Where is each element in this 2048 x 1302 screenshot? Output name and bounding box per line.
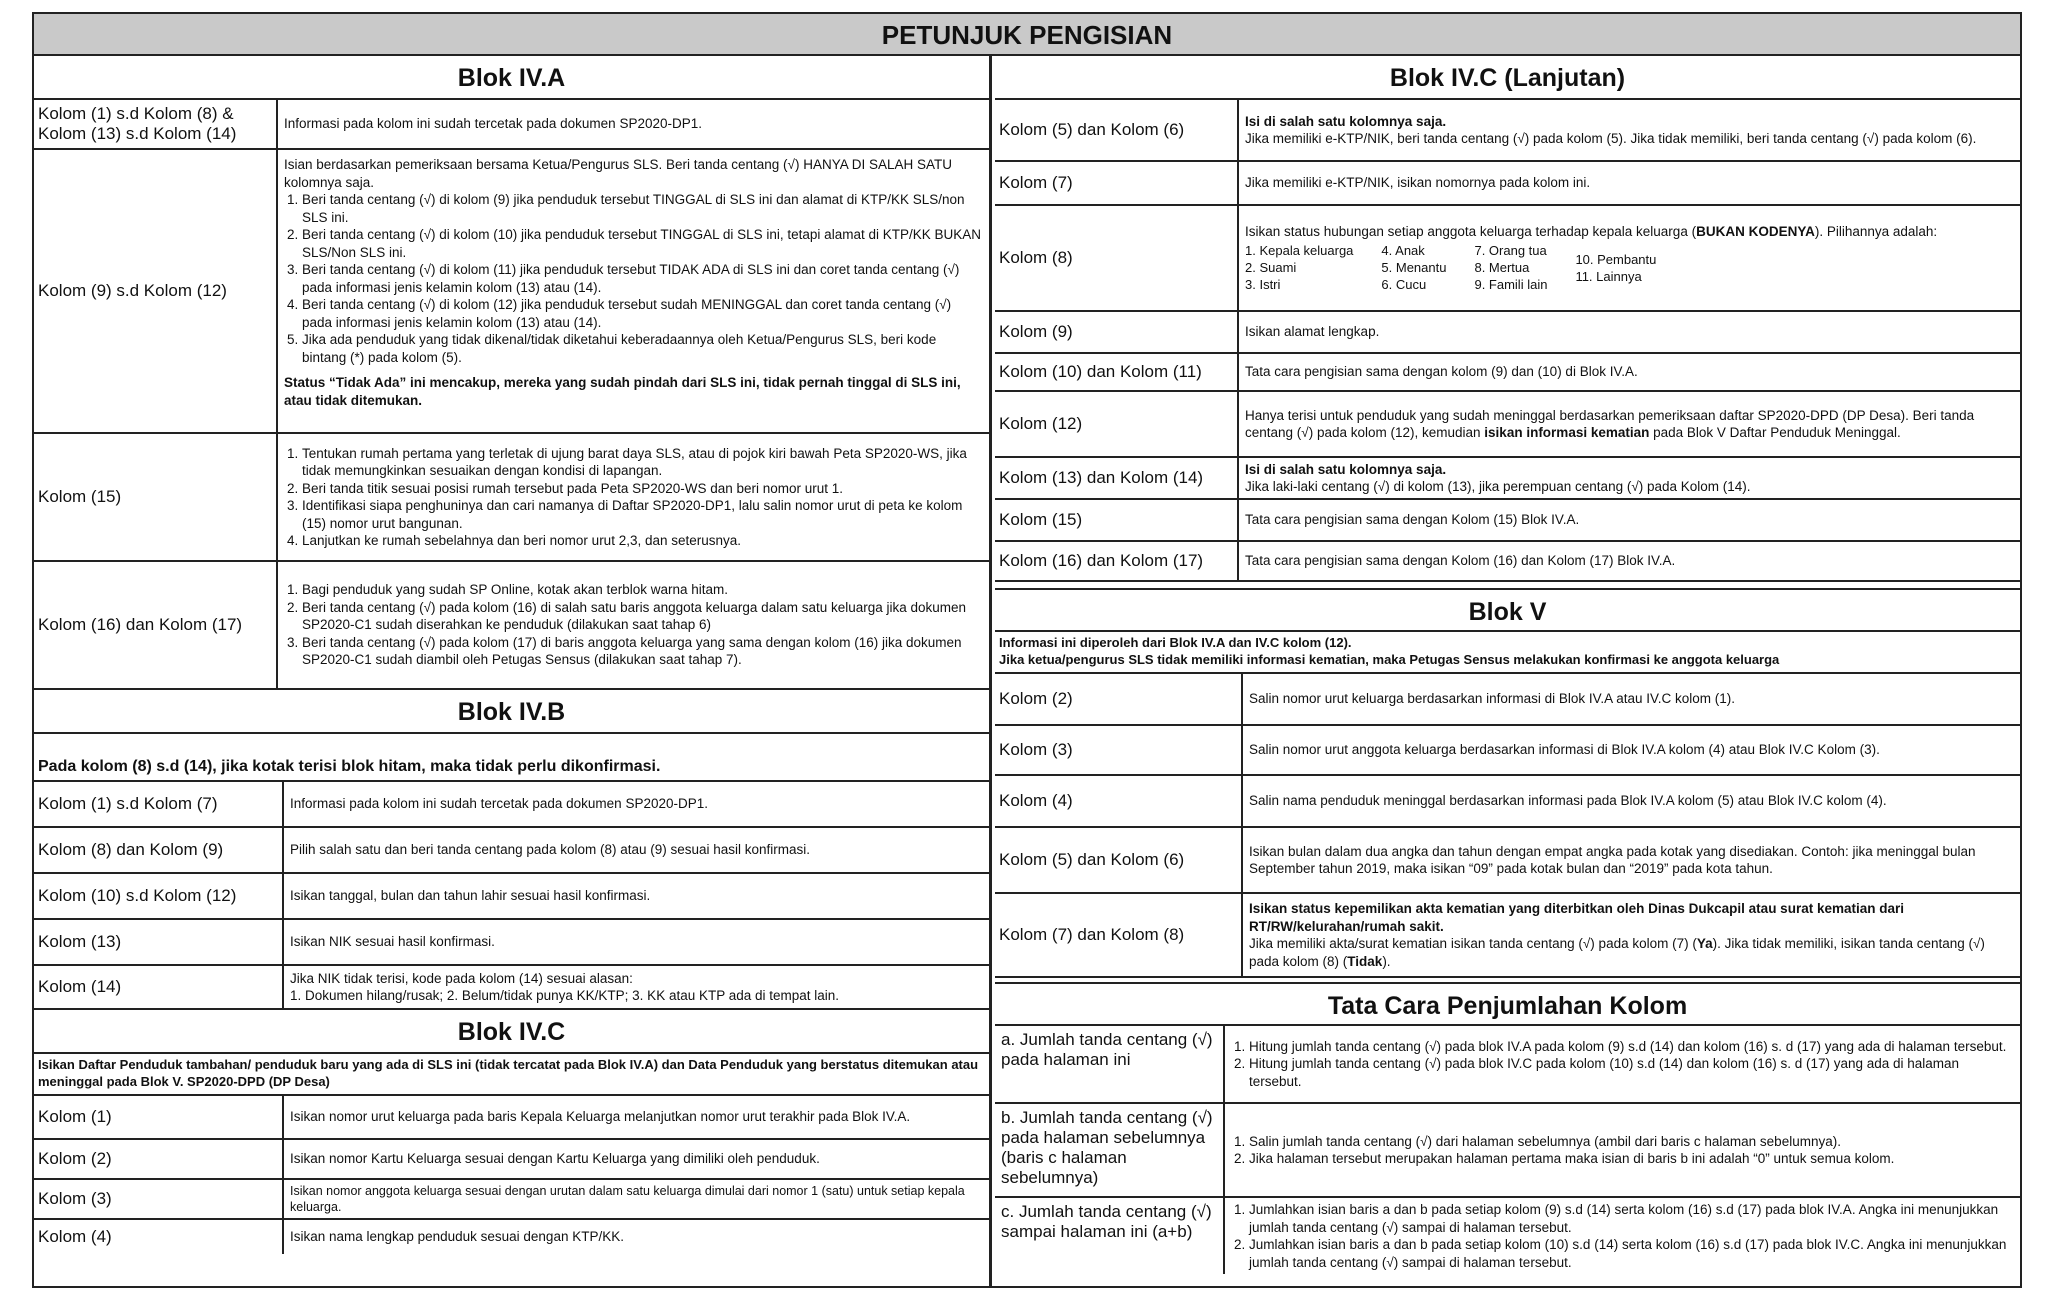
- table-row: [995, 726, 2020, 776]
- table-row: [995, 1026, 2020, 1104]
- row-desc: Tata cara pengisian sama dengan Kolom (15) Blok IV.A.: [1245, 512, 1580, 528]
- list-item: 4. Lanjutkan ke rumah sebelahnya dan beri nomor urut 2,3, dan seterusnya.: [302, 532, 983, 550]
- table-row: [34, 434, 989, 562]
- list-item: 5. Jika ada penduduk yang tidak dikenal/tidak diketahui keberadaannya oleh Ketua/Pengurus SLS, beri kode bintang (*) pada kolom (5).: [302, 331, 983, 366]
- list-item: 3. Identifikasi siapa penghuninya dan cari namanya di Daftar SP2020-DP1, lalu salin nomor urut di peta ke kolom (15) nomor urut bangunan.: [302, 497, 983, 532]
- row-label: Kolom (16) dan Kolom (17): [34, 562, 278, 688]
- code-item: 7. Orang tua: [1474, 243, 1547, 259]
- instruction-sheet: [32, 12, 2022, 1288]
- blok-ivc-note: Isikan Daftar Penduduk tambahan/ penduduk baru yang ada di SLS ini (tidak tercatat pada Blok IV.A) dan Data Penduduk yang berstatus ditemukan atau meninggal pada Blok V. SP2020-DPD (DP Desa): [34, 1054, 989, 1096]
- code-item: 2. Suami: [1245, 260, 1297, 276]
- row-label: a. Jumlah tanda centang (√) pada halaman ini: [995, 1026, 1225, 1102]
- list-item: 2. Jika halaman tersebut merupakan halaman pertama maka isian di baris b ini adalah “0” untuk semua kolom.: [1249, 1150, 2014, 1168]
- list-item: 1. Bagi penduduk yang sudah SP Online, kotak akan terblok warna hitam.: [302, 581, 983, 599]
- list-item: 1. Jumlahkan isian baris a dan b pada setiap kolom (9) s.d (14) serta kolom (16) s.d (17) pada blok IV.A. Angka ini menunjukkan jumlah tanda centang (√) sampai di halaman tersebut.: [1249, 1201, 2014, 1236]
- list-item: 1. Hitung jumlah tanda centang (√) pada blok IV.A pada kolom (9) s.d (14) dan kolom (16) s. d (17) yang ada di halaman tersebut.: [1249, 1038, 2014, 1056]
- row-label: Kolom (13): [34, 920, 284, 964]
- table-row: [34, 100, 989, 150]
- row-desc: Isikan nama lengkap penduduk sesuai dengan KTP/KK.: [290, 1229, 624, 1245]
- row-label: Kolom (12): [995, 392, 1239, 456]
- table-row: [995, 392, 2020, 458]
- table-row: [34, 562, 989, 690]
- table-row: [995, 894, 2020, 978]
- blok-ivb-title: Blok IV.B: [34, 690, 989, 734]
- code-item: 10. Pembantu: [1575, 251, 1657, 267]
- row-desc: Isi di salah satu kolomnya saja. Jika laki-laki centang (√) di kolom (13), jika perempuan centang (√) pada Kolom (14).: [1245, 461, 1751, 494]
- row-label: Kolom (10) s.d Kolom (12): [34, 874, 284, 918]
- table-row: [995, 312, 2020, 354]
- row-label: Kolom (4): [995, 776, 1243, 826]
- blok-v-note: Informasi ini diperoleh dari Blok IV.A dan IV.C kolom (12). Jika ketua/pengurus SLS tidak memiliki informasi kematian, maka Petugas Sensus melakukan konfirmasi ke anggota keluarga: [995, 632, 2020, 674]
- table-row: [995, 162, 2020, 206]
- row-desc: Hanya terisi untuk penduduk yang sudah meninggal berdasarkan pemeriksaan daftar SP2020-DPD (DP Desa). Beri tanda centang (√) pada kolom (12), kemudian isikan informasi kematian pada Blok V Daftar Penduduk Meninggal.: [1245, 407, 1975, 440]
- row-label: Kolom (5) dan Kolom (6): [995, 100, 1239, 160]
- table-row: [995, 1198, 2020, 1274]
- row-desc: [278, 150, 989, 432]
- row-desc: Isikan nomor urut keluarga pada baris Kepala Keluarga melanjutkan nomor urut terakhir pada Blok IV.A.: [290, 1109, 911, 1125]
- list-item: 2. Beri tanda titik sesuai posisi rumah tersebut pada Peta SP2020-WS dan beri nomor urut 1.: [302, 480, 983, 498]
- row-label: Kolom (3): [34, 1180, 284, 1218]
- row-label: Kolom (7) dan Kolom (8): [995, 894, 1243, 976]
- code-column: [1575, 242, 1656, 293]
- table-row: [995, 542, 2020, 582]
- table-row: [34, 782, 989, 828]
- list-item: 1. Salin jumlah tanda centang (√) dari halaman sebelumnya (ambil dari baris c halaman sebelumnya).: [1249, 1133, 2014, 1151]
- row-desc: [278, 434, 989, 560]
- list-item: 2. Beri tanda centang (√) di kolom (10) jika penduduk tersebut TINGGAL di SLS ini, tetapi alamat di KTP/KK BUKAN SLS/Non SLS ini.: [302, 226, 983, 261]
- row-label: Kolom (3): [995, 726, 1243, 774]
- instruction-list: [1231, 1133, 2014, 1168]
- row-desc: Isikan bulan dalam dua angka dan tahun dengan empat angka pada kotak yang disediakan. Contoh: jika meninggal bulan September tahun 2019, maka isikan “09” pada kotak bulan dan “2019” pada kota tahun.: [1249, 843, 1976, 876]
- row-desc: Isikan nomor Kartu Keluarga sesuai dengan Kartu Keluarga yang dimiliki oleh penduduk.: [290, 1151, 820, 1167]
- list-item: 1. Tentukan rumah pertama yang terletak di ujung barat daya SLS, atau di pojok kiri bawah Peta SP2020-WS, jika tidak memungkinkan sesuaikan dengan kondisi di lapangan.: [302, 445, 983, 480]
- code-column: [1474, 242, 1547, 293]
- row-desc: Isikan status kepemilikan akta kematian yang diterbitkan oleh Dinas Dukcapil atau surat kematian dari RT/RW/kelurahan/rumah sakit. Jika memiliki akta/surat kematian isikan tanda centang (√) pada kolom (7) (Ya). Jika tidak memiliki, isikan tanda centang (√) pada kolom (8) (Tidak).: [1249, 901, 1985, 969]
- row-desc: Isikan nomor anggota keluarga sesuai dengan urutan dalam satu keluarga dimulai dari nomor 1 (satu) untuk setiap kepala keluarga.: [290, 1184, 965, 1214]
- tata-cara-title: Tata Cara Penjumlahan Kolom: [995, 982, 2020, 1026]
- list-item: 1. Beri tanda centang (√) di kolom (9) jika penduduk tersebut TINGGAL di SLS ini dan alamat di KTP/KK SLS/non SLS ini.: [302, 191, 983, 226]
- row-label: c. Jumlah tanda centang (√) sampai halaman ini (a+b): [995, 1198, 1225, 1274]
- row-desc: Pilih salah satu dan beri tanda centang pada kolom (8) atau (9) sesuai hasil konfirmasi.: [290, 842, 811, 858]
- table-row: [995, 354, 2020, 392]
- list-item: 3. Beri tanda centang (√) di kolom (11) jika penduduk tersebut TIDAK ADA di SLS ini dan coret tanda centang (√) pada informasi jenis kelamin kolom (13) atau (14).: [302, 261, 983, 296]
- row-label: Kolom (15): [34, 434, 278, 560]
- table-row: [34, 966, 989, 1010]
- code-item: 1. Kepala keluarga: [1245, 243, 1354, 259]
- row-desc: Tata cara pengisian sama dengan kolom (9) dan (10) di Blok IV.A.: [1245, 364, 1638, 380]
- code-item: 3. Istri: [1245, 277, 1281, 293]
- row-label: Kolom (10) dan Kolom (11): [995, 354, 1239, 390]
- intro-text: Isian berdasarkan pemeriksaan bersama Ketua/Pengurus SLS. Beri tanda centang (√) HANYA DI SALAH SATU kolomnya saja.: [284, 157, 952, 190]
- table-row: [995, 500, 2020, 542]
- code-column: [1245, 242, 1353, 293]
- table-row: [34, 920, 989, 966]
- instruction-list: [284, 191, 983, 366]
- row-label: Kolom (4): [34, 1220, 284, 1254]
- row-desc: Jika memiliki e-KTP/NIK, isikan nomornya pada kolom ini.: [1245, 175, 1591, 191]
- table-row: [995, 458, 2020, 500]
- row-desc: [1225, 1198, 2020, 1274]
- row-desc: Isikan status hubungan setiap anggota keluarga terhadap kepala keluarga (BUKAN KODENYA). Pilihannya adalah: 1. Kepala keluarga 2. Suami 3. Istri 4. Anak 5. Menantu 6. Cucu 7. Orang tua 8. Mertua 9. Famili lain 10. Pembantu 11. Lainnya: [1239, 206, 2020, 310]
- blok-ivb-note: Pada kolom (8) s.d (14), jika kotak terisi blok hitam, maka tidak perlu dikonfirmasi.: [34, 734, 989, 782]
- row-desc: Isi di salah satu kolomnya saja. Jika memiliki e-KTP/NIK, beri tanda centang (√) pada kolom (5). Jika tidak memiliki, beri tanda centang (√) pada kolom (6).: [1245, 113, 1977, 146]
- row-label: Kolom (1) s.d Kolom (8) & Kolom (13) s.d Kolom (14): [34, 100, 278, 148]
- row-desc: Informasi pada kolom ini sudah tercetak pada dokumen SP2020-DP1.: [284, 116, 702, 132]
- row-label: Kolom (2): [995, 674, 1243, 724]
- table-row: [34, 150, 989, 434]
- instruction-list: [284, 445, 983, 550]
- blok-iva-title: Blok IV.A: [34, 56, 989, 100]
- code-item: 5. Menantu: [1381, 260, 1447, 276]
- blok-ivc-title: Blok IV.C: [34, 1010, 989, 1054]
- table-row: [34, 828, 989, 874]
- row-label: Kolom (9) s.d Kolom (12): [34, 150, 278, 432]
- row-desc: Isikan tanggal, bulan dan tahun lahir sesuai hasil konfirmasi.: [290, 888, 651, 904]
- table-row: [995, 674, 2020, 726]
- page-title: PETUNJUK PENGISIAN: [34, 14, 2020, 56]
- table-row: [34, 1220, 989, 1254]
- row-desc: Isikan alamat lengkap.: [1245, 324, 1380, 340]
- left-column: [34, 56, 992, 1286]
- table-row: [34, 1180, 989, 1220]
- row-label: Kolom (15): [995, 500, 1239, 540]
- table-row: [34, 1140, 989, 1180]
- list-item: 2. Beri tanda centang (√) pada kolom (16) di salah satu baris anggota keluarga dalam satu keluarga jika dokumen SP2020-C1 sudah diserahkan ke penduduk (dilakukan saat tahap 6): [302, 599, 983, 634]
- instruction-list: [1231, 1038, 2014, 1091]
- row-label: Kolom (7): [995, 162, 1239, 204]
- table-row: [995, 828, 2020, 894]
- row-desc: [1225, 1104, 2020, 1196]
- table-row: [995, 100, 2020, 162]
- row-label: Kolom (9): [995, 312, 1239, 352]
- list-item: 2. Hitung jumlah tanda centang (√) pada blok IV.C pada kolom (10) s.d (14) dan kolom (16) s. d (17) yang ada di halaman tersebut.: [1249, 1055, 2014, 1090]
- code-column: [1381, 242, 1446, 293]
- code-item: 4. Anak: [1381, 243, 1425, 259]
- blok-v-title: Blok V: [995, 588, 2020, 632]
- code-item: 6. Cucu: [1381, 277, 1427, 293]
- row-label: Kolom (13) dan Kolom (14): [995, 458, 1239, 498]
- table-row: [34, 1096, 989, 1140]
- code-item: 8. Mertua: [1474, 260, 1530, 276]
- row-label: b. Jumlah tanda centang (√) pada halaman sebelumnya (baris c halaman sebelumnya): [995, 1104, 1225, 1196]
- code-item: 11. Lainnya: [1575, 268, 1642, 284]
- status-note: Status “Tidak Ada” ini mencakup, mereka yang sudah pindah dari SLS ini, tidak pernah tinggal di SLS ini, atau tidak ditemukan.: [284, 375, 961, 408]
- relationship-codes: [1245, 242, 2014, 293]
- row-desc: Tata cara pengisian sama dengan Kolom (16) dan Kolom (17) Blok IV.A.: [1245, 553, 1676, 569]
- row-desc: Salin nomor urut anggota keluarga berdasarkan informasi di Blok IV.A kolom (4) atau Blok IV.C Kolom (3).: [1249, 742, 1880, 758]
- row-desc: Informasi pada kolom ini sudah tercetak pada dokumen SP2020-DP1.: [290, 796, 708, 812]
- list-item: 4. Beri tanda centang (√) di kolom (12) jika penduduk tersebut sudah MENINGGAL dan coret tanda centang (√) pada informasi jenis kelamin kolom (13) atau (14).: [302, 296, 983, 331]
- list-item: 2. Jumlahkan isian baris a dan b pada setiap kolom (10) s.d (14) serta kolom (16) s.d (17) pada blok IV.C. Angka ini menunjukkan jumlah tanda centang (√) sampai di halaman tersebut.: [1249, 1236, 2014, 1271]
- row-desc: [1225, 1026, 2020, 1102]
- row-label: Kolom (1): [34, 1096, 284, 1138]
- table-row: [995, 1104, 2020, 1198]
- instruction-list: [1231, 1201, 2014, 1271]
- row-label: Kolom (2): [34, 1140, 284, 1178]
- right-column: [995, 56, 2020, 1286]
- instruction-list: [284, 581, 983, 669]
- row-label: Kolom (8): [995, 206, 1239, 310]
- row-label: Kolom (8) dan Kolom (9): [34, 828, 284, 872]
- list-item: 3. Beri tanda centang (√) pada kolom (17) di baris anggota keluarga yang sama dengan kolom (16) jika dokumen SP2020-C1 sudah diambil oleh Petugas Sensus (dilakukan saat tahap 7).: [302, 634, 983, 669]
- code-item: 9. Famili lain: [1474, 277, 1548, 293]
- row-label: Kolom (14): [34, 966, 284, 1008]
- table-row: [995, 206, 2020, 312]
- table-row: [34, 874, 989, 920]
- row-label: Kolom (16) dan Kolom (17): [995, 542, 1239, 580]
- row-desc: [278, 562, 989, 688]
- row-label: Kolom (1) s.d Kolom (7): [34, 782, 284, 826]
- row-desc: Salin nama penduduk meninggal berdasarkan informasi pada Blok IV.A kolom (5) atau Blok IV.C kolom (4).: [1249, 793, 1887, 809]
- row-desc: Isikan NIK sesuai hasil konfirmasi.: [290, 934, 495, 950]
- table-row: [995, 776, 2020, 828]
- row-label: Kolom (5) dan Kolom (6): [995, 828, 1243, 892]
- row-desc: Salin nomor urut keluarga berdasarkan informasi di Blok IV.A atau IV.C kolom (1).: [1249, 691, 1735, 707]
- blok-ivc-lanjutan-title: Blok IV.C (Lanjutan): [995, 56, 2020, 100]
- row-desc: Jika NIK tidak terisi, kode pada kolom (14) sesuai alasan: 1. Dokumen hilang/rusak; 2. Belum/tidak punya KK/KTP; 3. KK atau KTP ada di tempat lain.: [290, 970, 840, 1003]
